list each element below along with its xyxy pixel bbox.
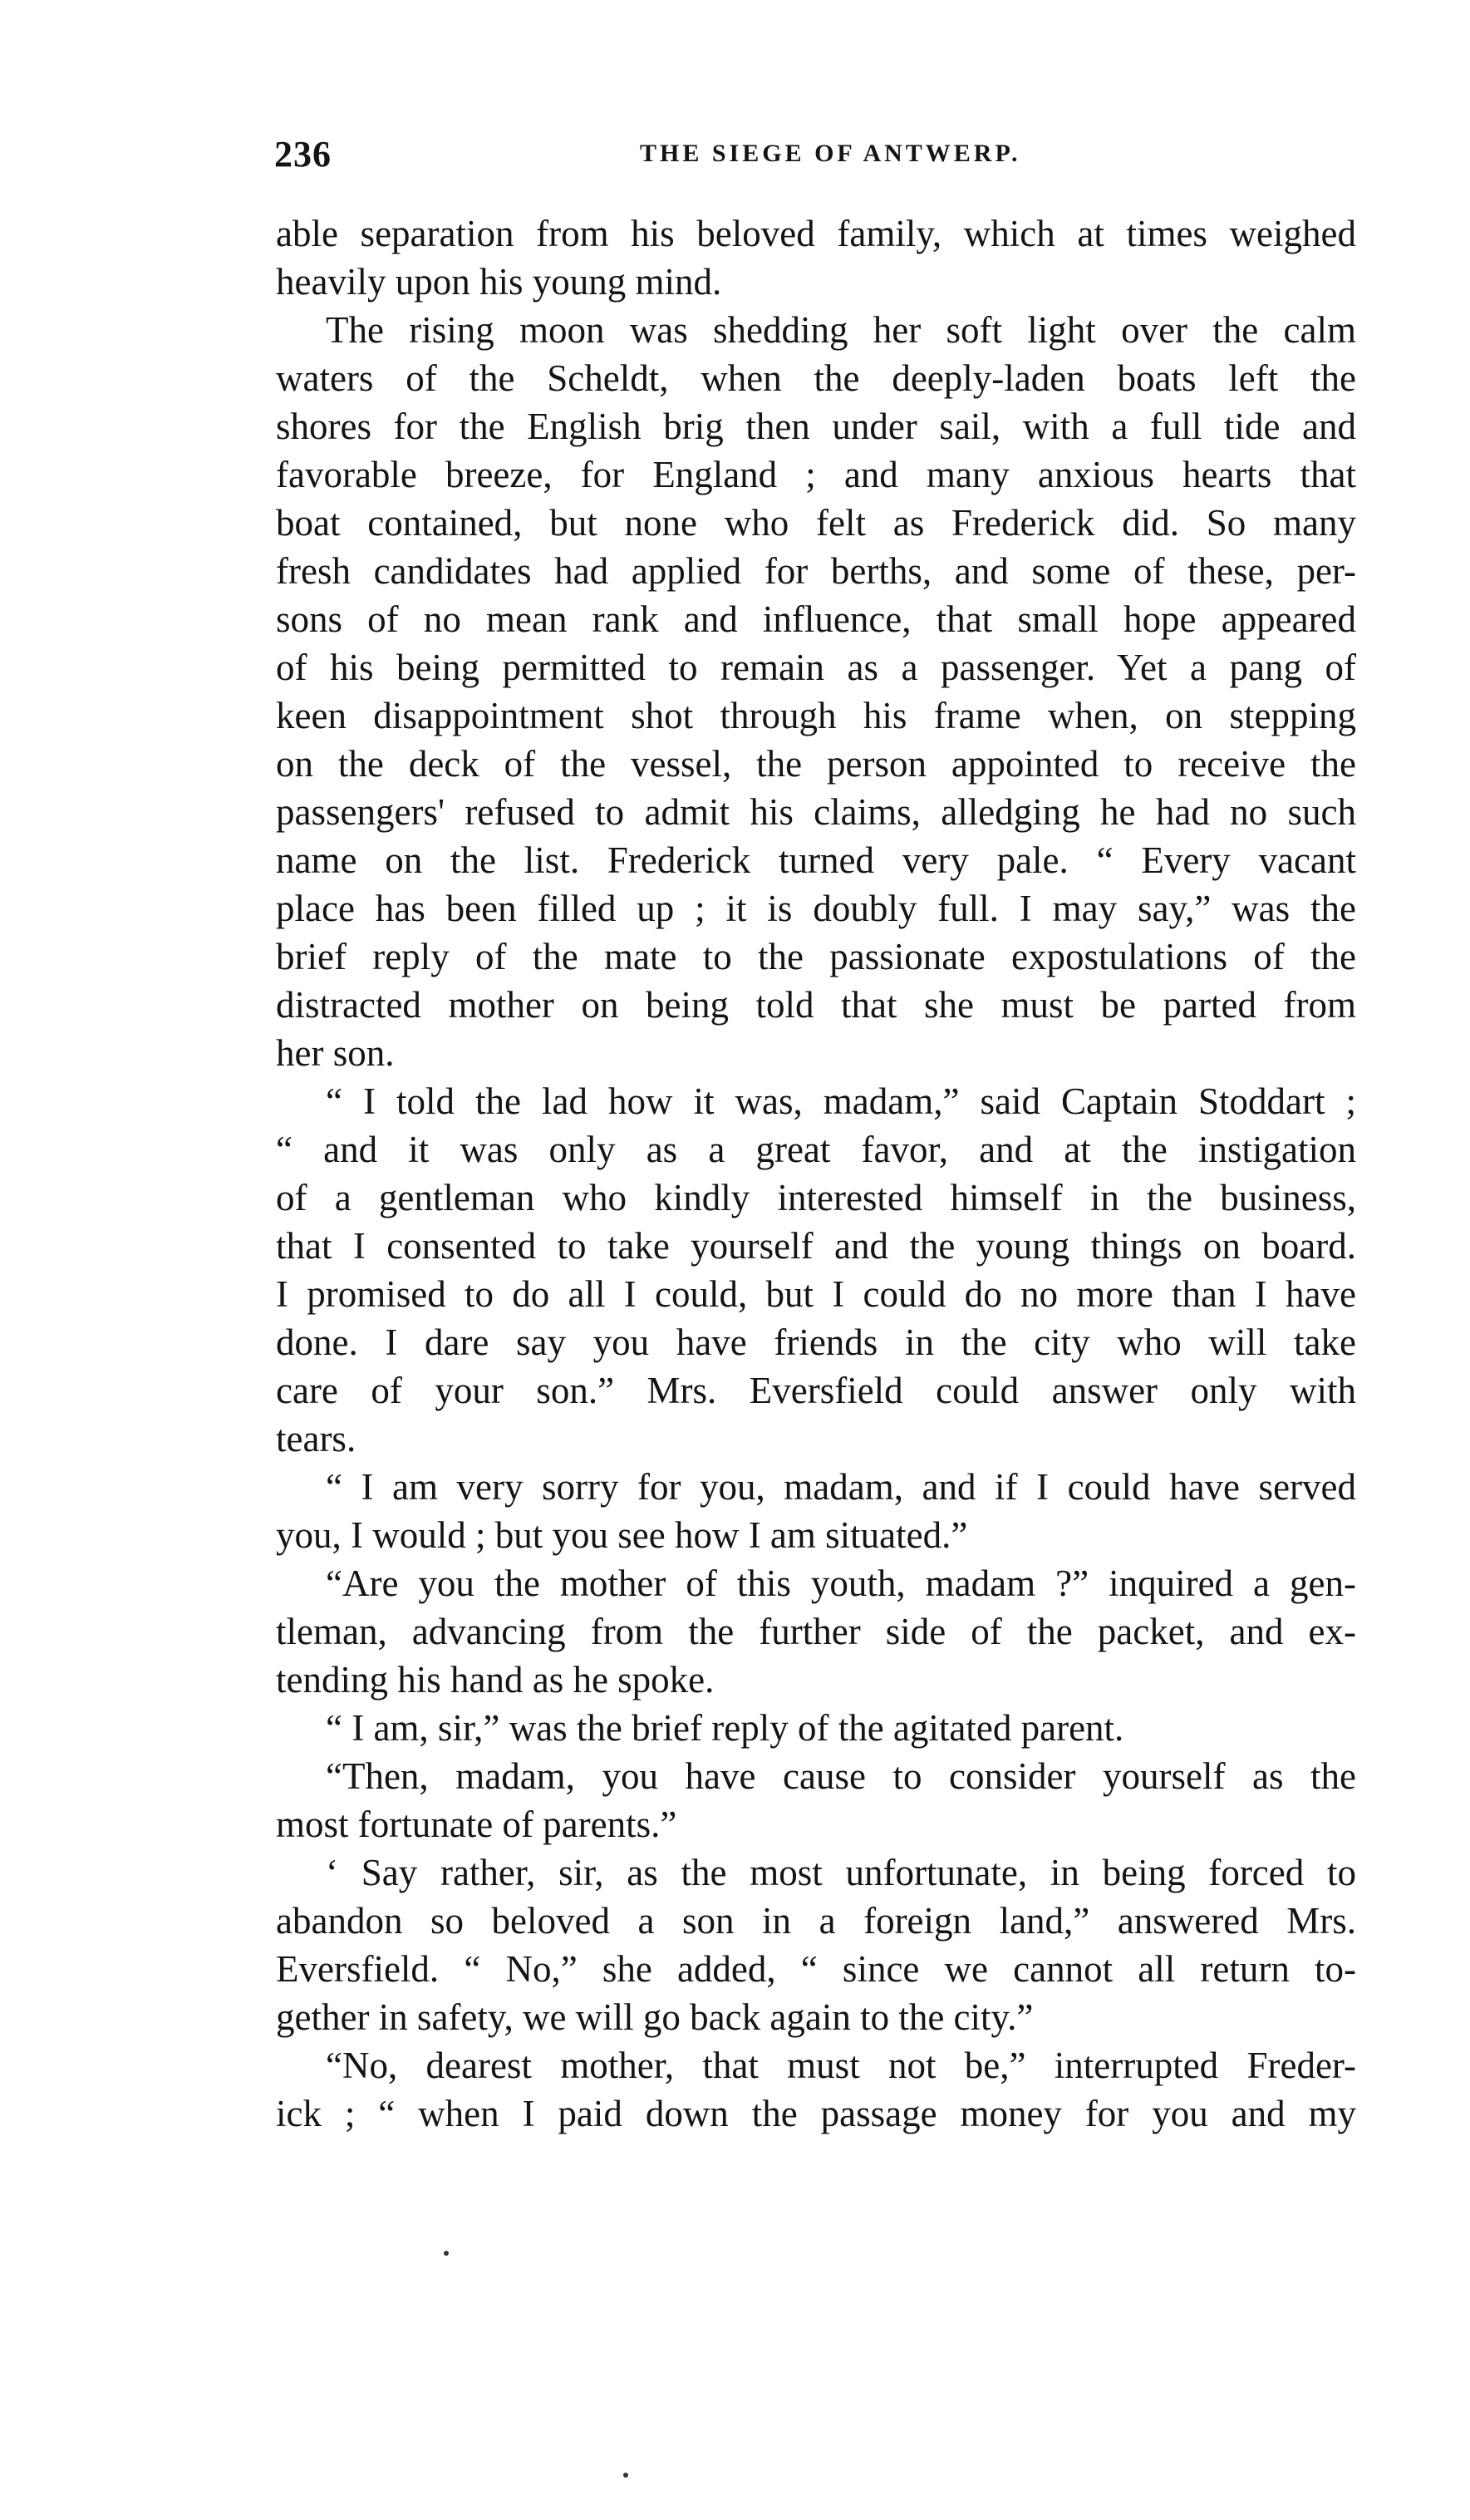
text-line: tleman, advancing from the further side of the packet, and ex- — [276, 1611, 1356, 1652]
text-line: able separation from his beloved family, which at times weighed — [276, 213, 1356, 254]
text-line: of a gentleman who kindly interested himself in the business, — [276, 1177, 1356, 1218]
text-line: distracted mother on being told that she must be parted from — [276, 984, 1356, 1026]
text-line: “ and it was only as a great favor, and at the instigation — [276, 1129, 1356, 1170]
text-line: most fortunate of parents.” — [276, 1804, 677, 1845]
text-line: care of your son.” Mrs. Eversfield could answer only with — [276, 1370, 1356, 1411]
text-line: ‘ Say rather, sir, as the most unfortunate, in being forced to — [326, 1852, 1356, 1893]
text-line: “Are you the mother of this youth, madam ?” inquired a gen- — [326, 1563, 1356, 1604]
text-line: The rising moon was shedding her soft light over the calm — [326, 309, 1356, 351]
text-line: her son. — [276, 1032, 395, 1074]
text-line: “ I am very sorry for you, madam, and if I could have served — [326, 1466, 1356, 1508]
text-line: shores for the English brig then under sail, with a full tide and — [276, 406, 1356, 447]
running-head: THE SIEGE OF ANTWERP. — [640, 140, 1021, 167]
text-line: waters of the Scheldt, when the deeply-laden boats left the — [276, 357, 1356, 399]
text-line: tears. — [276, 1418, 356, 1459]
text-line: keen disappointment shot through his frame when, on stepping — [276, 695, 1356, 736]
text-line: “No, dearest mother, that must not be,” interrupted Freder- — [326, 2045, 1356, 2086]
text-line: you, I would ; but you see how I am situated.” — [276, 1514, 968, 1556]
text-line: that I consented to take yourself and the young things on board. — [276, 1225, 1356, 1267]
page-header — [274, 133, 1354, 183]
text-line: “Then, madam, you have cause to consider yourself as the — [326, 1755, 1356, 1797]
text-line: fresh candidates had applied for berths, and some of these, per- — [276, 550, 1356, 592]
ink-speck — [623, 2473, 628, 2478]
text-line: abandon so beloved a son in a foreign land,” answered Mrs. — [276, 1900, 1356, 1942]
text-line: favorable breeze, for England ; and many anxious hearts that — [276, 454, 1356, 495]
text-line: on the deck of the vessel, the person appointed to receive the — [276, 743, 1356, 785]
text-line: place has been filled up ; it is doubly full. I may say,” was the — [276, 888, 1356, 929]
text-line: done. I dare say you have friends in the city who will take — [276, 1322, 1356, 1363]
text-line: name on the list. Frederick turned very pale. “ Every vacant — [276, 839, 1356, 881]
ink-speck — [444, 2251, 449, 2256]
text-line: of his being permitted to remain as a passenger. Yet a pang of — [276, 647, 1356, 688]
body-text — [276, 209, 1356, 2138]
text-line: tending his hand as he spoke. — [276, 1659, 715, 1701]
text-line: heavily upon his young mind. — [276, 261, 722, 303]
text-line: boat contained, but none who felt as Frederick did. So many — [276, 502, 1356, 544]
text-line: gether in safety, we will go back again to the city.” — [276, 1996, 1034, 2038]
text-line: Eversfield. “ No,” she added, “ since we cannot all return to- — [276, 1948, 1356, 1990]
text-line: brief reply of the mate to the passionate expostulations of the — [276, 936, 1356, 977]
text-line: sons of no mean rank and influence, that small hope appeared — [276, 598, 1356, 640]
text-line: “ I am, sir,” was the brief reply of the agitated parent. — [326, 1707, 1124, 1749]
text-line: “ I told the lad how it was, madam,” said Captain Stoddart ; — [326, 1080, 1356, 1122]
text-line: ick ; “ when I paid down the passage money for you and my — [276, 2093, 1356, 2134]
text-line: I promised to do all I could, but I could do no more than I have — [276, 1273, 1356, 1315]
text-line: passengers' refused to admit his claims, alledging he had no such — [276, 791, 1356, 833]
page-number: 236 — [274, 134, 332, 175]
